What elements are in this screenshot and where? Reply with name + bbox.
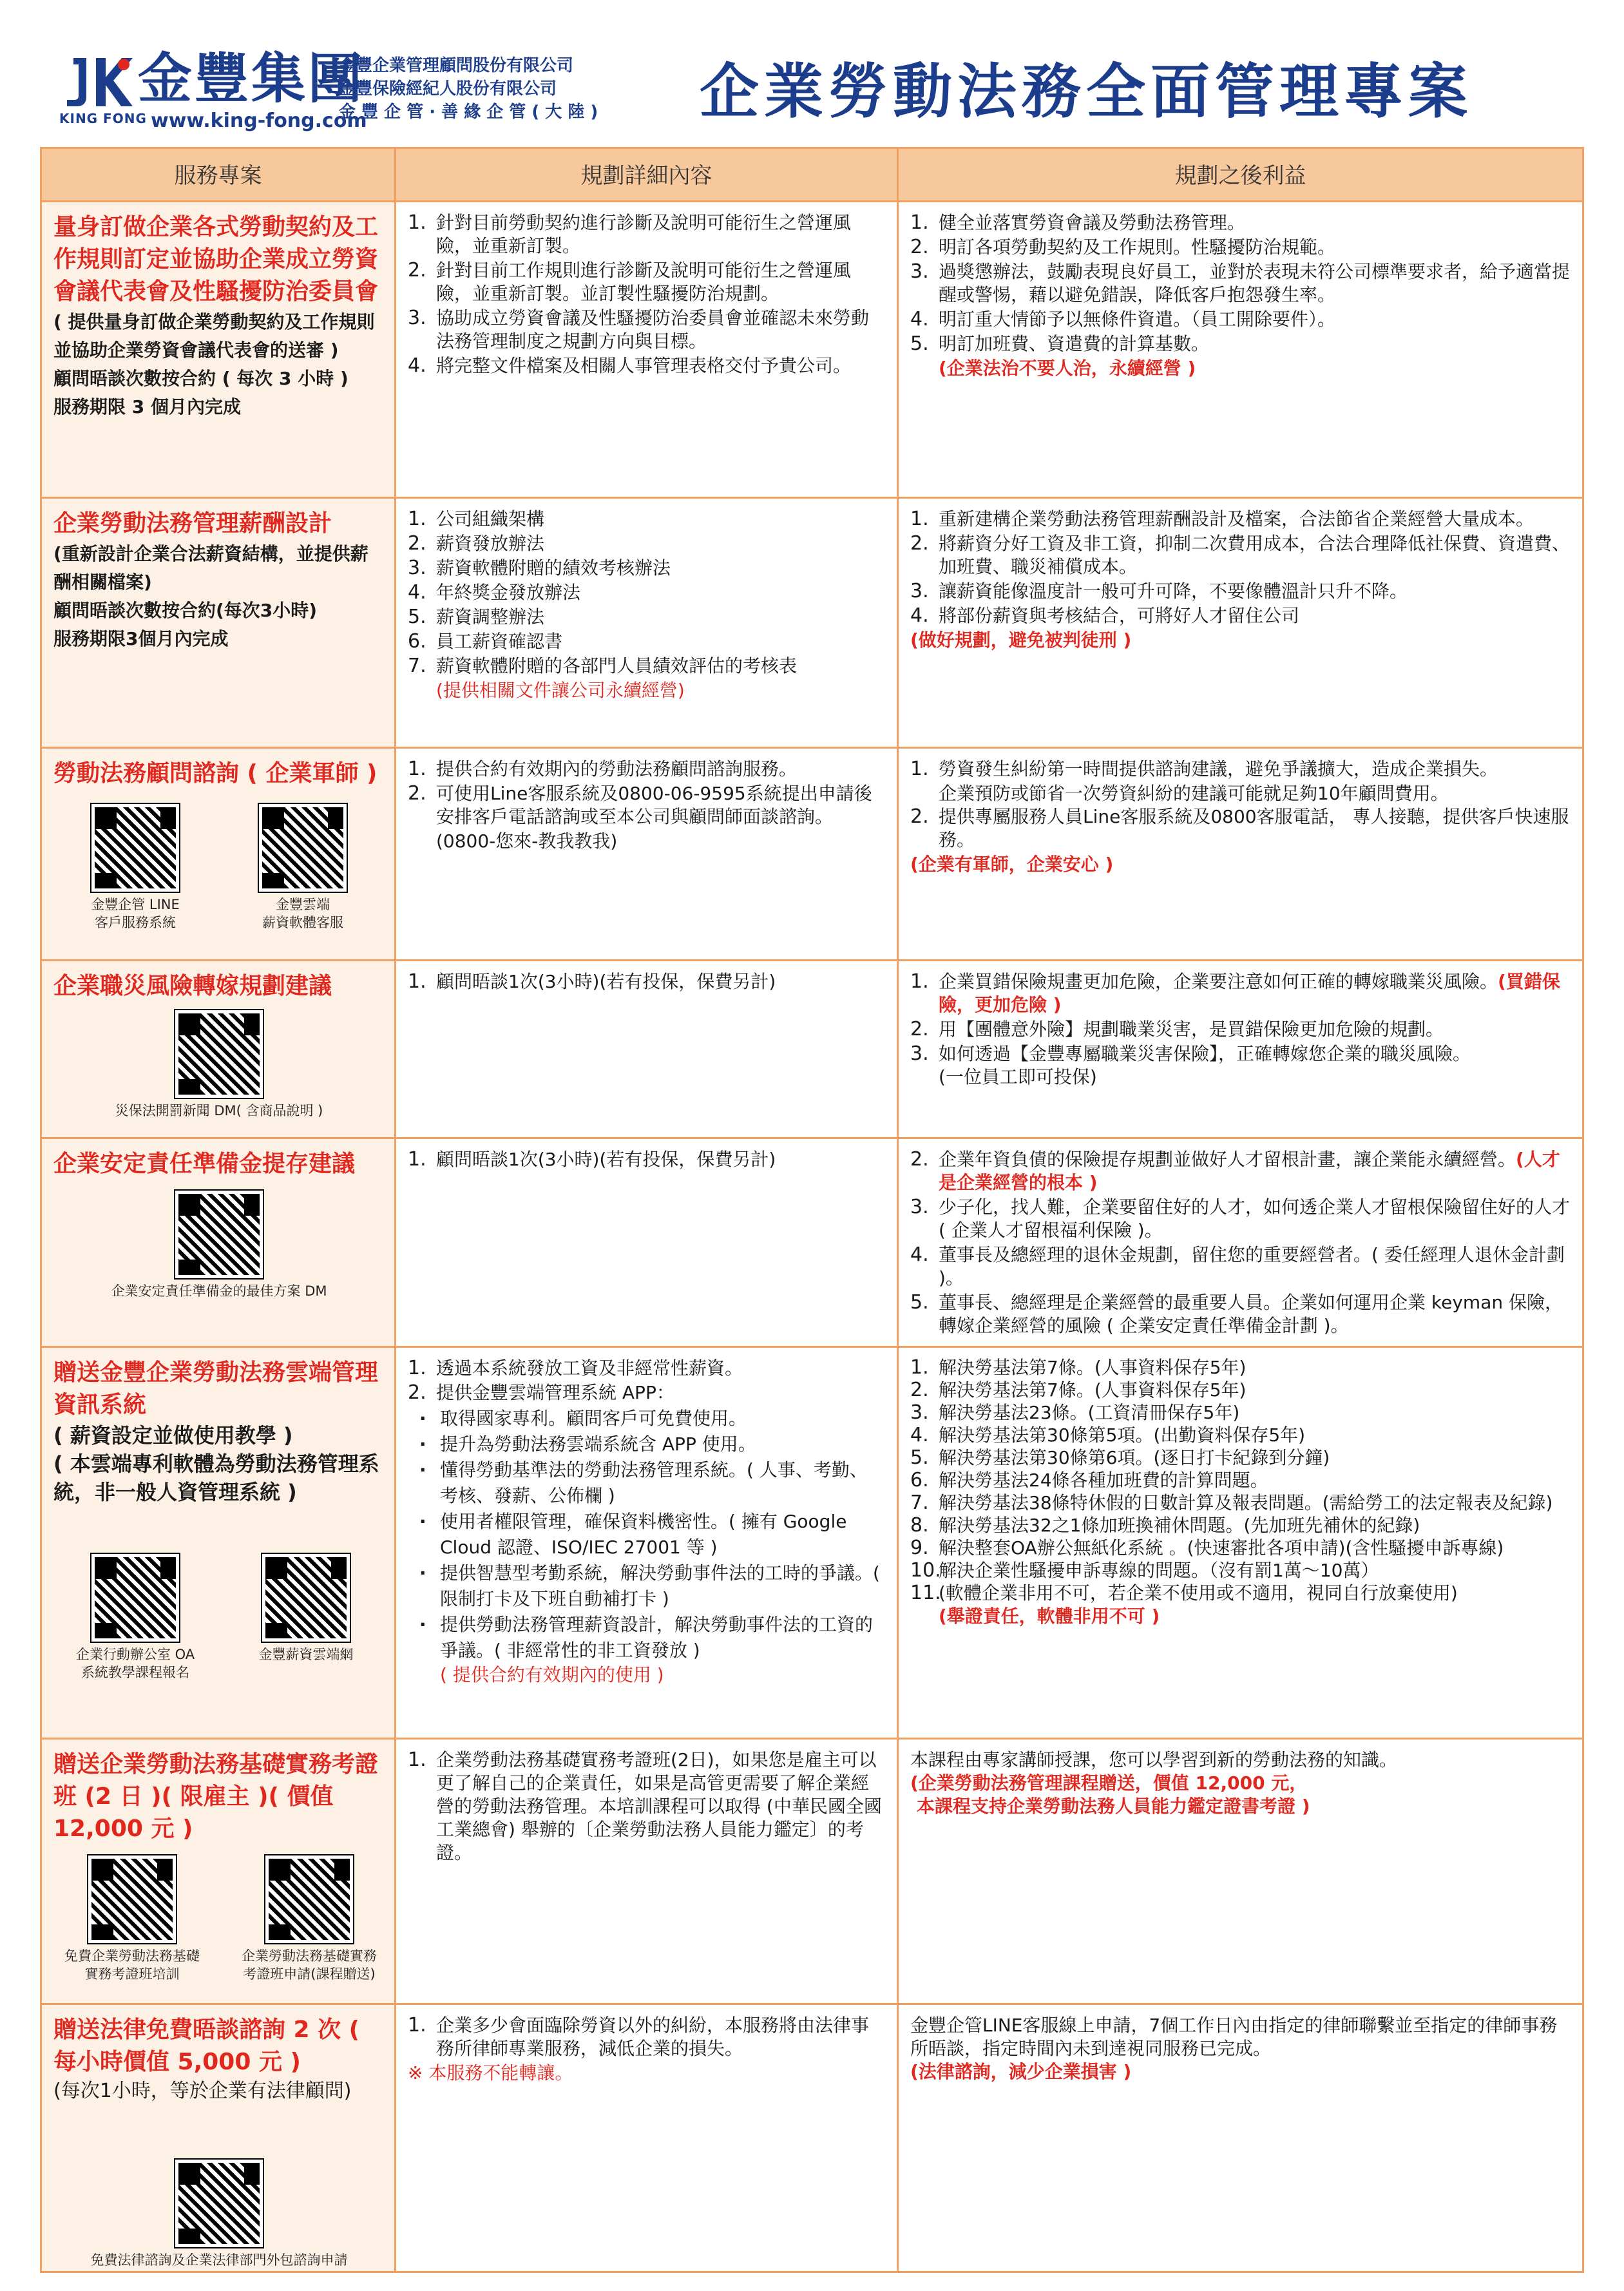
list-item: 2. 解決勞基法第7條。(人事資料保存5年) [910, 1379, 1247, 1401]
list-item: 1. 企業買錯保險規畫更加危險，企業要注意如何正確的轉嫁職業災風險。(買錯保險，更加危險 ) [910, 970, 1560, 1015]
list-item: · 懂得勞動基準法的勞動法務管理系統。( 人事、考勤、考核、發薪、公佈欄 ) [414, 1457, 885, 1509]
list-item: 4. 董事長及總經理的退休金規劃，留住您的重要經營者。( 委任經理人退休金計劃 )。 [910, 1243, 1565, 1289]
list-item: 2. 可使用Line客服系統及0800-06-9595系統提出申請後安排客戶電話諮詢或至本公司與顧問師面談諮詢。 [408, 782, 872, 827]
page-title: 企業勞動法務全面管理專案 [700, 57, 1473, 126]
benefit-cell [899, 1740, 1582, 2003]
list-item: · 提供勞動法務管理薪資設計，解決勞動事件法的工資的爭議。( 非經常性的非工資發放 ) [414, 1612, 885, 1663]
list-item: 1. 解決勞基法第7條。(人事資料保存5年) [910, 1356, 1247, 1379]
qr-block[interactable] [55, 2160, 383, 2269]
qr-caption: 企業行動辦公室 OA 系統教學課程報名 [75, 1647, 195, 1680]
list-item: 10. 解決企業性騷擾申訴專線的問題。（沒有罰1萬～10萬） [910, 1559, 1379, 1582]
service-sub: 顧問晤談次數按合約(每次3小時) [53, 600, 318, 621]
list-item: 3. 少子化，找人難，企業要留住好的人才，如何透企業人才留根保險留住好的人才 ( 企業人才留根福利保險 )。 [910, 1196, 1571, 1241]
service-sub: 服務期限3個月內完成 [53, 628, 229, 649]
header-service: 服務專案 [42, 149, 396, 200]
detail-cell [396, 1139, 899, 1346]
list-item: 4. 解決勞基法第30條第5項。(出勤資料保存5年) [910, 1424, 1306, 1446]
service-sub: (重新設計企業合法薪資結構，並提供薪酬相關檔案) [53, 543, 368, 593]
service-title: 量身訂做企業各式勞動契約及工作規則訂定並協助企業成立勞資會議代表會及性騷擾防治委員會 [53, 214, 379, 305]
qr-code-icon[interactable] [259, 804, 347, 892]
benefit-text: 本課程由專家講師授課，您可以學習到新的勞動法務的知識。 [910, 1749, 1398, 1770]
service-sub: 服務期限 3 個月內完成 [53, 396, 241, 417]
table-row [42, 747, 1582, 959]
qr-caption: 災保法開罰新聞 DM( 含商品說明 ) [115, 1103, 323, 1118]
benefit-tag: (法律諮詢，減少企業損害 ) [910, 2061, 1132, 2082]
list-item: 2. 提供金豐雲端管理系統 APP： [408, 1381, 674, 1404]
company-line-1: 金豐企業管理顧問股份有限公司 [339, 56, 574, 75]
list-item: 4. 明訂重大情節予以無條件資遣。（員工開除要件）。 [910, 308, 1336, 331]
kingfong-logo-icon [61, 52, 138, 110]
table-row [42, 2003, 1582, 2271]
list-item: · 提升為勞動法務雲端系統含 APP 使用。 [414, 1432, 885, 1457]
logo-chinese: 金豐集團 [138, 46, 365, 110]
list-item: 1. 勞資發生糾紛第一時間提供諮詢建議，避免爭議擴大，造成企業損失。 [910, 758, 1498, 780]
qr-code-icon[interactable] [175, 1191, 263, 1278]
list-item: 5. 解決勞基法第30條第6項。(逐日打卡紀錄到分鐘) [910, 1446, 1330, 1469]
list-item: 1. 健全並落實勞資會議及勞動法務管理。 [910, 211, 1246, 234]
list-item: 6. 員工薪資確認書 [408, 630, 563, 653]
qr-caption: 免費企業勞動法務基礎 實務考證班培訓 [64, 1948, 200, 1982]
qr-code-icon[interactable] [91, 804, 179, 892]
detail-extra: (0800-您來-教我教我) [436, 830, 618, 852]
list-item: · 取得國家專利。顧問客戶可免費使用。 [414, 1406, 885, 1432]
service-title: 贈送法律免費晤談諮詢 2 次 ( 每小時價值 5,000 元 ) [53, 2017, 360, 2075]
list-item: 8. 解決勞基法32之1條加班換補休問題。(先加班先補休的紀錄) [910, 1514, 1420, 1537]
service-cell [42, 499, 396, 747]
detail-tag: (提供相關文件讓公司永續經營) [436, 680, 685, 701]
list-item: 2. 用【團體意外險】規劃職業災害，是買錯保險更加危險的規劃。 [910, 1018, 1444, 1040]
service-sub: 顧問晤談次數按合約 ( 每次 3 小時 ) [53, 368, 349, 389]
benefit-cell [899, 961, 1582, 1137]
service-cell [42, 1139, 396, 1346]
list-item: 4. 將部份薪資與考核結合，可將好人才留住公司 [910, 604, 1300, 627]
list-item: 7. 解決勞基法38條特休假的日數計算及報表問題。(需給勞工的法定報表及紀錄) [910, 1491, 1553, 1514]
list-item: 2. 明訂各項勞動契約及工作規則。性騷擾防治規範。 [910, 236, 1336, 258]
benefit-cell [899, 2005, 1582, 2271]
page-header [55, 39, 1576, 135]
list-item: 1. 公司組織架構 [408, 508, 545, 530]
service-sub: (每次1小時，等於企業有法律顧問) [53, 2080, 352, 2102]
detail-cell [396, 499, 899, 747]
detail-cell [396, 961, 899, 1137]
list-item: 11. (軟體企業非用不可，若企業不使用或不適用，視同自行放棄使用) [910, 1582, 1458, 1604]
qr-code-icon[interactable] [175, 2160, 263, 2247]
list-item: 2. 薪資發放辦法 [408, 532, 545, 555]
service-cell [42, 749, 396, 959]
list-item: 1. 提供合約有效期內的勞動法務顧問諮詢服務。 [408, 758, 798, 780]
qr-caption: 企業安定責任準備金的最佳方案 DM [111, 1283, 327, 1299]
qr-block[interactable] [225, 1855, 393, 1983]
company-url[interactable]: www.king-fong.com [151, 110, 367, 132]
table-row [42, 1738, 1582, 2003]
header-detail: 規劃詳細內容 [396, 149, 899, 200]
list-item: 2. 將薪資分好工資及非工資，抑制二次費用成本，合法合理降低社保費、資遣費、加班費、職災補償成本。 [910, 532, 1571, 577]
list-item: 9. 解決整套OA辦公無紙化系統 。(快速審批各項申請)(含性騷擾申訴專線) [910, 1537, 1504, 1559]
list-item: 3. 解決勞基法23條。(工資清冊保存5年) [910, 1401, 1240, 1424]
table-row [42, 1137, 1582, 1346]
list-item: 1. 顧問晤談1次(3小時)(若有投保，保費另計) [408, 1148, 776, 1171]
list-item: · 提供智慧型考勤系統，解決勞動事件法的工時的爭議。( 限制打卡及下班自動補打卡 ) [414, 1560, 885, 1612]
benefit-tag: (企業有軍師，企業安心 ) [910, 854, 1114, 875]
table-row [42, 497, 1582, 747]
benefit-tag: (企業勞動法務管理課程贈送，價值 12,000 元， [910, 1772, 1308, 1794]
list-item: 1. 企業多少會面臨除勞資以外的糾紛，本服務將由法律事務所律師專業服務，減低企業的損失。 [408, 2014, 870, 2059]
qr-block[interactable] [68, 1010, 370, 1120]
list-item: 4. 將完整文件檔案及相關人事管理表格交付予貴公司。 [408, 354, 852, 377]
benefit-tag-2: 本課程支持企業勞動法務人員能力鑑定證書考證 ) [917, 1796, 1310, 1817]
detail-cell [396, 1740, 899, 2003]
qr-caption: 免費法律諮詢及企業法律部門外包諮詢申請 [90, 2252, 348, 2268]
service-title: 企業安定責任準備金提存建議 [53, 1151, 356, 1177]
company-line-3: 金 豐 企 管 · 善 緣 企 管 ( 大 陸 ) [339, 102, 598, 122]
qr-caption: 金豐薪資雲端網 [258, 1647, 354, 1662]
benefit-cell [899, 202, 1582, 497]
service-table [40, 147, 1584, 2273]
benefit-cell [899, 499, 1582, 747]
qr-block[interactable] [235, 1554, 377, 1663]
table-row [42, 1346, 1582, 1738]
qr-block[interactable] [68, 1191, 370, 1300]
service-cell [42, 202, 396, 497]
detail-cell [396, 749, 899, 959]
header-benefit: 規劃之後利益 [899, 149, 1582, 200]
list-item: 3. 薪資軟體附贈的績效考核辦法 [408, 557, 671, 579]
qr-code-icon[interactable] [88, 1855, 176, 1943]
service-cell [42, 1740, 396, 2003]
detail-cell [396, 2005, 899, 2271]
service-sub: ( 本雲端專利軟體為勞動法務管理系統，非一般人資管理系統 ) [53, 1452, 379, 1504]
benefit-cell [899, 1139, 1582, 1346]
qr-block[interactable] [48, 1855, 216, 1983]
service-cell [42, 2005, 396, 2271]
list-item: 1. 重新建構企業勞動法務管理薪酬設計及檔案，合法節省企業經營大量成本。 [910, 508, 1534, 530]
benefit-tag: (做好規劃，避免被判徒刑 ) [910, 629, 1132, 651]
list-item: 5. 明訂加班費、資遣費的計算基數。 [910, 332, 1210, 355]
qr-code-icon[interactable] [262, 1554, 350, 1642]
list-item: 6. 解決勞基法24條各種加班費的計算問題。 [910, 1469, 1268, 1491]
detail-cell [396, 1348, 899, 1738]
detail-tag: ( 提供合約有效期內的使用 ) [440, 1664, 664, 1685]
list-item: 1. 透過本系統發放工資及非經常性薪資。 [408, 1357, 743, 1379]
list-item: 1. 顧問晤談1次(3小時)(若有投保，保費另計) [408, 970, 776, 993]
table-row [42, 200, 1582, 497]
list-item: 1. 針對目前勞動契約進行診斷及說明可能衍生之營運風險，並重新訂製。 [408, 211, 852, 256]
company-line-2: 金豐保險經紀人股份有限公司 [339, 79, 557, 99]
list-item: 3. 過獎懲辦法，鼓勵表現良好員工，並對於表現未符公司標準要求者，給予適當提醒或警惕，藉以避免錯誤，降低客戶抱怨發生率。 [910, 260, 1571, 305]
qr-caption: 金豐雲端 薪資軟體客服 [262, 897, 343, 930]
table-row [42, 959, 1582, 1137]
qr-block[interactable] [68, 804, 203, 932]
detail-cell [396, 202, 899, 497]
benefit-text: 金豐企管LINE客服線上申請，7個工作日內由指定的律師聯繫並至指定的律師事務所晤談，指定時間內未到達視同服務已完成。 [910, 2015, 1558, 2059]
detail-note: ※ 本服務不能轉讓。 [408, 2062, 573, 2084]
service-cell [42, 1348, 396, 1738]
service-title: 企業勞動法務管理薪酬設計 [53, 510, 332, 537]
service-title: 企業職災風險轉嫁規劃建議 [53, 973, 332, 999]
list-item: 4. 年終獎金發放辦法 [408, 581, 581, 604]
benefit-cell [899, 749, 1582, 959]
table-header-row [42, 149, 1582, 200]
qr-caption: 企業勞動法務基礎實務 考證班申請(課程贈送) [242, 1948, 377, 1982]
service-sub: ( 薪資設定並做使用教學 ) [53, 1423, 293, 1448]
list-item: · 使用者權限管理，確保資料機密性。( 擁有 Google Cloud 認證、ISO/IEC 27001 等 ) [414, 1509, 885, 1560]
service-cell [42, 961, 396, 1137]
qr-block[interactable] [61, 1554, 209, 1682]
logo-english: KING FONG [59, 111, 147, 126]
list-item: 2. 企業年資負債的保險提存規劃並做好人才留根計畫，讓企業能永續經營。(人才是企業經營的根本 ) [910, 1148, 1560, 1193]
list-item: 3. 如何透過【金豐專屬職業災害保險】，正確轉嫁您企業的職災風險。 (一位員工即可投保) [910, 1042, 1471, 1088]
benefit-tag: (企業法治不要人治，永續經營 ) [939, 358, 1196, 379]
list-item: 5. 董事長、總經理是企業經營的最重要人員。企業如何運用企業 keyman 保險，轉嫁企業經營的風險 ( 企業安定責任準備金計劃 )。 [910, 1291, 1563, 1336]
qr-block[interactable] [235, 804, 370, 932]
company-names [339, 54, 598, 124]
benefit-mid: 企業預防或節省一次勞資糾紛的建議可能就足夠10年顧問費用。 [939, 783, 1449, 804]
list-item: 5. 薪資調整辦法 [408, 606, 545, 628]
list-item: 2. 針對目前工作規則進行診斷及說明可能衍生之營運風險，並重新訂製。並訂製性騷擾防治規劃。 [408, 259, 852, 304]
list-item: 1. 企業勞動法務基礎實務考證班(2日)，如果您是雇主可以更了解自己的企業責任，如果是高管更需要了解企業經營的勞動法務管理。本培訓課程可以取得 (中華民國全國工業總會) 舉辦的〔企業勞動法務人員能力鑑定〕的考證。 [408, 1749, 882, 1863]
service-title: 贈送金豐企業勞動法務雲端管理資訊系統 [53, 1359, 379, 1418]
benefit-cell [899, 1348, 1582, 1738]
service-sub: ( 提供量身訂做企業勞動契約及工作規則並協助企業勞資會議代表會的送審 ) [53, 311, 375, 361]
qr-caption: 金豐企管 LINE 客戶服務系統 [91, 897, 180, 930]
qr-code-icon[interactable] [91, 1554, 179, 1642]
list-item: 3. 讓薪資能像溫度計一般可升可降，不要像體溫計只升不降。 [910, 580, 1408, 602]
list-item: 7. 薪資軟體附贈的各部門人員績效評估的考核表 [408, 655, 798, 677]
service-title: 勞動法務顧問諮詢 ( 企業軍師 ) [53, 760, 377, 787]
list-item: 2. 提供專屬服務人員Line客服系統及0800客服電話， 專人接聽，提供客戶快速服務。 [910, 805, 1569, 850]
benefit-tag: (舉證責任，軟體非用不可 ) [939, 1606, 1160, 1627]
qr-code-icon[interactable] [265, 1855, 353, 1943]
qr-code-icon[interactable] [175, 1010, 263, 1098]
list-item: 3. 協助成立勞資會議及性騷擾防治委員會並確認未來勞動法務管理制度之規劃方向與目標。 [408, 307, 870, 352]
service-title: 贈送企業勞動法務基礎實務考證班 (2 日 )( 限雇主 )( 價值 12,000 元 ) [53, 1751, 379, 1842]
